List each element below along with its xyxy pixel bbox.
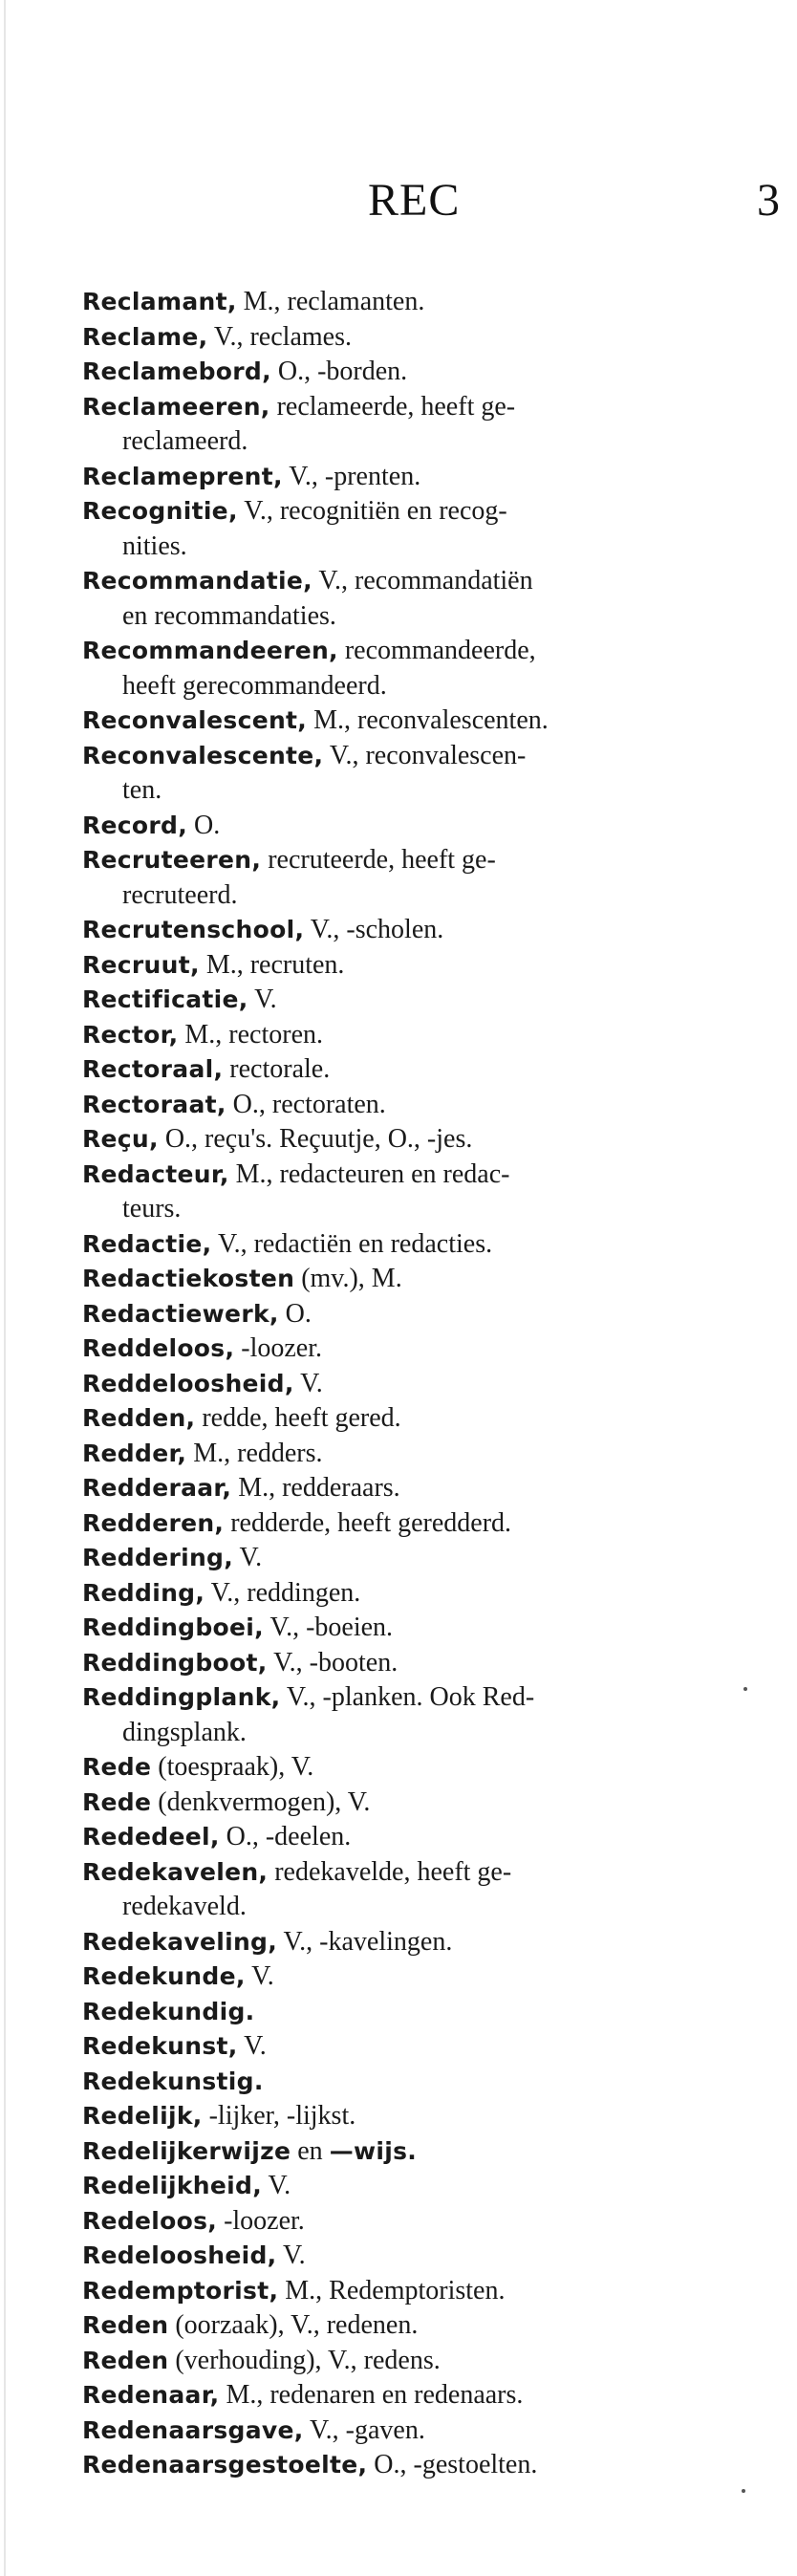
dictionary-entry	[82, 634, 770, 669]
definition: O.	[194, 810, 221, 840]
headword: Redelijk,	[82, 2102, 203, 2130]
dictionary-entry	[82, 2414, 770, 2449]
headword: Redekunst,	[82, 2032, 238, 2060]
headword: Redenaarsgestoelte,	[82, 2451, 368, 2479]
definition: O., rectoraten.	[232, 1089, 386, 1119]
dictionary-entry	[82, 1506, 770, 1542]
headword: Redenaar,	[82, 2381, 220, 2409]
definition: V., reconvalescen-	[329, 740, 527, 770]
definition: O., reçu's. Reçuutje, O., -jes.	[164, 1124, 473, 1154]
dictionary-entry	[82, 1088, 770, 1123]
definition: V., reddingen.	[210, 1577, 361, 1608]
definition: M., reconvalescenten.	[313, 705, 549, 735]
dictionary-entry	[82, 564, 770, 599]
entry-continuation: teurs.	[122, 1194, 182, 1223]
headword: Redactie,	[82, 1229, 212, 1258]
headword: Redactiekosten	[82, 1265, 295, 1292]
definition: V., -boeien.	[269, 1613, 394, 1642]
dictionary-entry	[82, 1158, 770, 1193]
dictionary-entry	[82, 1680, 770, 1716]
headword: Reddeloosheid,	[82, 1369, 294, 1397]
headword: Redekundig.	[82, 1997, 255, 2025]
headword: Redelijkerwijze	[82, 2136, 291, 2165]
dictionary-entry	[82, 948, 770, 984]
definition: V.	[251, 1961, 274, 1991]
definition: (denkvermogen), V.	[158, 1786, 371, 1817]
headword: Redenaarsgave,	[82, 2415, 304, 2444]
dictionary-entry	[82, 1541, 770, 1576]
definition: V., recognitiën en recog-	[244, 496, 507, 526]
headword: Rede	[82, 1753, 152, 1781]
definition: V., recommandatiën	[318, 566, 533, 595]
dictionary-entry	[82, 355, 770, 390]
headword: Reden	[82, 2311, 169, 2339]
headword: Redden,	[82, 1404, 196, 1432]
definition: reclameerde, heeft ge-	[276, 391, 516, 422]
definition: (verhouding), V., redens.	[175, 2345, 441, 2375]
dictionary-entry	[82, 2029, 770, 2065]
dictionary-entry	[82, 2239, 770, 2274]
dictionary-entry	[82, 1262, 770, 1297]
dictionary-entry	[82, 1576, 770, 1612]
definition: O., -borden.	[277, 357, 408, 386]
headword: Reclamant,	[82, 288, 237, 315]
headword: Reclamebord,	[82, 357, 271, 385]
definition: M., redacteuren en redac-	[235, 1158, 510, 1189]
dictionary-entry	[82, 1297, 770, 1332]
dictionary-entry	[82, 1437, 770, 1472]
headword: Redacteur,	[82, 1159, 229, 1188]
headword: Redeloosheid,	[82, 2241, 277, 2269]
entry-continuation: ten.	[122, 775, 162, 805]
entry-continuation: nities.	[122, 530, 187, 561]
definition: V.	[254, 985, 277, 1014]
dictionary-entry	[82, 983, 770, 1018]
definition: V., -kavelingen.	[283, 1926, 453, 1957]
dictionary-entry	[82, 1018, 770, 1053]
dictionary-entry	[82, 1995, 770, 2030]
dictionary-entry	[82, 809, 770, 844]
headword: Redderen,	[82, 1508, 225, 1537]
headword: Recommandeeren,	[82, 637, 338, 664]
headword-variant: —wijs.	[329, 2136, 418, 2165]
headword: Rededeel,	[82, 1823, 220, 1851]
dictionary-entry	[82, 843, 770, 878]
dictionary-entry	[82, 739, 770, 774]
entry-continuation: dingsplank.	[122, 1717, 247, 1747]
dictionary-entry	[82, 320, 770, 356]
definition: redderde, heeft geredderd.	[230, 1507, 512, 1538]
definition: O., -gestoelten.	[374, 2450, 538, 2479]
headword: Reden	[82, 2346, 169, 2374]
dictionary-entry	[82, 1331, 770, 1367]
definition: M., redderaars.	[238, 1473, 400, 1503]
dictionary-entry	[82, 1367, 770, 1402]
headword: Redder,	[82, 1439, 187, 1467]
dictionary-entry	[82, 2134, 770, 2170]
headword: Redeloos,	[82, 2206, 218, 2235]
headword: Recrutenschool,	[82, 916, 305, 943]
dictionary-entry	[82, 2204, 770, 2240]
headword: Redekavelen,	[82, 1857, 269, 1886]
definition: -loozer.	[224, 2205, 305, 2236]
definition: (mv.), M.	[301, 1264, 402, 1293]
headword: Record,	[82, 811, 188, 839]
headword: Reconvalescente,	[82, 741, 324, 769]
definition: -lijker, -lijkst.	[208, 2101, 356, 2131]
headword: Redemptorist,	[82, 2276, 279, 2305]
definition: en	[297, 2135, 323, 2166]
headword: Redderaar,	[82, 1474, 232, 1502]
headword: Reddingboot,	[82, 1648, 268, 1677]
page-edge-shadow	[4, 0, 6, 2576]
definition: (oorzaak), V., redenen.	[175, 2310, 419, 2340]
definition: V.	[239, 1543, 263, 1572]
definition: M., Redemptoristen.	[285, 2275, 506, 2305]
dictionary-entry	[82, 2065, 770, 2100]
headword: Reclame,	[82, 322, 208, 351]
dictionary-entry	[82, 913, 770, 948]
dictionary-entry	[82, 1122, 770, 1158]
running-header: REC	[368, 175, 461, 226]
definition: redde, heeft gered.	[202, 1403, 401, 1433]
definition: V.	[282, 2240, 306, 2270]
headword: Reclameeren,	[82, 392, 270, 421]
definition: O.	[285, 1298, 312, 1329]
headword: Reddeloos,	[82, 1334, 235, 1362]
page-number: 3	[757, 175, 780, 226]
headword: Reddingboei,	[82, 1613, 264, 1641]
dictionary-entry	[82, 1959, 770, 1995]
definition: (toespraak), V.	[158, 1752, 314, 1782]
dictionary-entry	[82, 285, 770, 320]
definition: -loozer.	[241, 1333, 322, 1363]
definition: M., reclamanten.	[243, 287, 425, 316]
definition: M., recruten.	[205, 949, 345, 980]
headword: Recruut,	[82, 950, 200, 979]
dictionary-entry	[82, 1227, 770, 1263]
headword: Redekaveling,	[82, 1927, 278, 1956]
dictionary-entry	[82, 2448, 770, 2483]
headword: Recommandatie,	[82, 567, 312, 595]
entry-continuation: recruteerd.	[122, 879, 238, 910]
definition: M., redders.	[193, 1438, 323, 1468]
dictionary-entry	[82, 704, 770, 739]
dictionary-entry	[82, 1820, 770, 1855]
definition: V., -booten.	[273, 1647, 398, 1678]
headword: Reconvalescent,	[82, 706, 308, 734]
headword: Rectoraal,	[82, 1055, 224, 1083]
entry-continuation: heeft gerecommandeerd.	[122, 670, 387, 701]
headword: Redelijkheid,	[82, 2172, 263, 2199]
headword: Rectoraat,	[82, 1090, 226, 1118]
definition: V.	[244, 2031, 267, 2061]
entry-list	[82, 285, 770, 2483]
print-speck	[743, 1687, 747, 1691]
definition: V., -planken. Ook Red-	[286, 1682, 535, 1712]
dictionary-entry	[82, 1052, 770, 1088]
dictionary-entry	[82, 390, 770, 425]
definition: V., -gaven.	[310, 2414, 425, 2445]
definition: M., redenaren en redenaars.	[226, 2380, 524, 2410]
definition: V., -prenten.	[289, 461, 421, 491]
headword: Rede	[82, 1787, 152, 1816]
dictionary-entry	[82, 2378, 770, 2414]
definition: recommandeerde,	[344, 636, 536, 665]
definition: V., -scholen.	[310, 915, 444, 944]
headword: Redekunde,	[82, 1962, 246, 1990]
headword: Redekunstig.	[82, 2067, 264, 2095]
headword: Reçu,	[82, 1125, 159, 1153]
dictionary-entry	[82, 1401, 770, 1437]
entry-continuation: reclameerd.	[122, 426, 248, 456]
dictionary-entry	[82, 460, 770, 495]
dictionary-entry	[82, 2274, 770, 2309]
dictionary-entry	[82, 1611, 770, 1646]
headword: Recognitie,	[82, 497, 238, 525]
dictionary-entry	[82, 1855, 770, 1891]
dictionary-entry	[82, 1646, 770, 1681]
definition: V.	[268, 2171, 291, 2200]
definition: V., reclames.	[213, 321, 352, 352]
definition: recruteerde, heeft ge-	[268, 845, 496, 875]
headword: Reddingplank,	[82, 1683, 281, 1711]
print-speck	[742, 2489, 745, 2493]
definition: V.	[300, 1368, 323, 1398]
headword: Rector,	[82, 1020, 179, 1049]
entry-continuation: en recommandaties.	[122, 600, 336, 631]
dictionary-entry	[82, 1786, 770, 1821]
dictionary-entry	[82, 494, 770, 530]
definition: redekavelde, heeft ge-	[274, 1856, 512, 1887]
headword: Reclameprent,	[82, 462, 283, 490]
headword: Recruteeren,	[82, 846, 262, 874]
definition: O., -deelen.	[226, 1822, 352, 1851]
headword: Redactiewerk,	[82, 1299, 279, 1328]
definition: M., rectoren.	[184, 1019, 324, 1050]
dictionary-entry	[82, 2169, 770, 2204]
dictionary-entry	[82, 1925, 770, 1960]
headword: Redding,	[82, 1578, 205, 1607]
headword: Reddering,	[82, 1544, 234, 1571]
dictionary-entry	[82, 2344, 770, 2379]
definition: rectorale.	[229, 1054, 331, 1084]
dictionary-entry	[82, 1750, 770, 1786]
dictionary-entry	[82, 2099, 770, 2134]
dictionary-entry	[82, 1471, 770, 1506]
definition: V., redactiën en redacties.	[217, 1228, 493, 1259]
dictionary-entry	[82, 2308, 770, 2344]
headword: Rectificatie,	[82, 985, 248, 1013]
entry-continuation: redekaveld.	[122, 1892, 247, 1921]
